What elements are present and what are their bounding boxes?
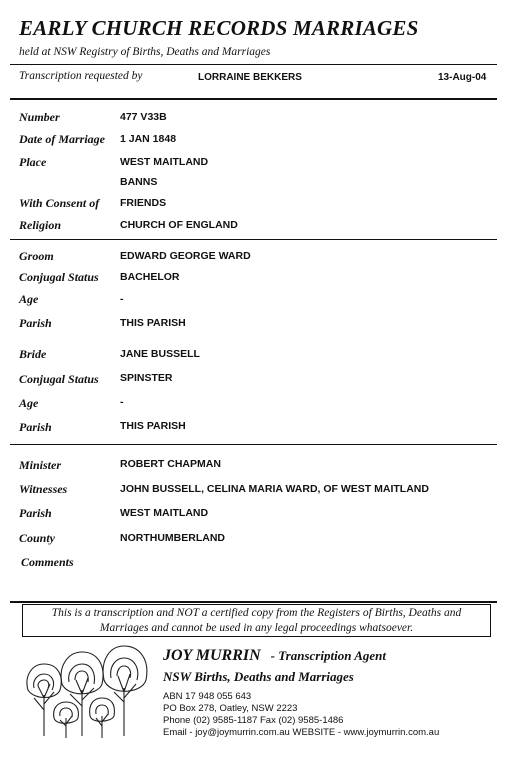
place-label: Place — [19, 155, 47, 169]
consent-value: FRIENDS — [120, 197, 167, 209]
consent-label: With Consent of — [19, 196, 100, 210]
groom-parish-value: THIS PARISH — [120, 317, 186, 329]
bride-label: Bride — [19, 347, 47, 361]
bride-parish-label: Parish — [19, 420, 52, 434]
legal-notice-line2: Marriages and cannot be used in any legal proceedings whatsoever. — [99, 622, 414, 634]
agent-name: JOY MURRIN — [163, 647, 261, 664]
officiation-parish-value: WEST MAITLAND — [120, 507, 209, 519]
groom-value: EDWARD GEORGE WARD — [120, 250, 251, 262]
divider — [10, 239, 497, 240]
groom-age-label: Age — [19, 292, 39, 306]
bride-status-label: Conjugal Status — [19, 372, 99, 386]
groom-parish-label: Parish — [19, 316, 52, 330]
requester-name: LORRAINE BEKKERS — [198, 72, 302, 83]
agent-organization: NSW Births, Deaths and Marriages — [163, 669, 354, 684]
groom-status-value: BACHELOR — [120, 271, 180, 283]
agent-heading — [163, 647, 386, 665]
date-of-marriage-label: Date of Marriage — [19, 132, 105, 146]
phone-fax-text: Phone (02) 9585-1187 Fax (02) 9585-1486 — [163, 715, 344, 726]
groom-label: Groom — [19, 249, 54, 263]
bride-age-label: Age — [19, 396, 39, 410]
legal-notice — [22, 604, 491, 637]
divider — [10, 98, 497, 100]
divider — [10, 601, 497, 603]
date-of-marriage-value: 1 JAN 1848 — [120, 133, 177, 145]
religion-value: CHURCH OF ENGLAND — [120, 219, 238, 231]
document-subtitle: held at NSW Registry of Births, Deaths and Marriages — [19, 46, 271, 58]
bride-age-value: - — [120, 396, 124, 408]
groom-status-label: Conjugal Status — [19, 270, 99, 284]
request-date: 13-Aug-04 — [438, 72, 487, 83]
po-box-text: PO Box 278, Oatley, NSW 2223 — [163, 703, 298, 714]
number-label: Number — [19, 110, 60, 124]
divider — [10, 64, 497, 65]
bride-parish-value: THIS PARISH — [120, 420, 186, 432]
place-banns-value: BANNS — [120, 176, 158, 188]
minister-label: Minister — [19, 458, 62, 472]
agent-role: - Transcription Agent — [270, 648, 386, 663]
request-label: Transcription requested by — [19, 70, 143, 82]
abn-text: ABN 17 948 055 643 — [163, 691, 252, 702]
comments-label: Comments — [21, 555, 74, 569]
place-value: WEST MAITLAND — [120, 156, 209, 168]
county-value: NORTHUMBERLAND — [120, 532, 225, 544]
trees-logo-icon — [22, 640, 152, 740]
religion-label: Religion — [19, 218, 62, 232]
email-website-text: Email - joy@joymurrin.com.au WEBSITE - www.joymurrin.com.au — [163, 727, 440, 738]
minister-value: ROBERT CHAPMAN — [120, 458, 221, 470]
witnesses-label: Witnesses — [19, 482, 68, 496]
officiation-parish-label: Parish — [19, 506, 52, 520]
bride-status-value: SPINSTER — [120, 372, 173, 384]
divider — [10, 444, 497, 445]
groom-age-value: - — [120, 293, 124, 305]
county-label: County — [19, 531, 56, 545]
legal-notice-line1: This is a transcription and NOT a certified copy from the Registers of Births, Deaths and — [51, 607, 462, 619]
bride-value: JANE BUSSELL — [120, 348, 200, 360]
witnesses-value: JOHN BUSSELL, CELINA MARIA WARD, OF WEST MAITLAND — [120, 483, 429, 495]
document-title: EARLY CHURCH RECORDS MARRIAGES — [19, 16, 419, 40]
number-value: 477 V33B — [120, 111, 167, 123]
